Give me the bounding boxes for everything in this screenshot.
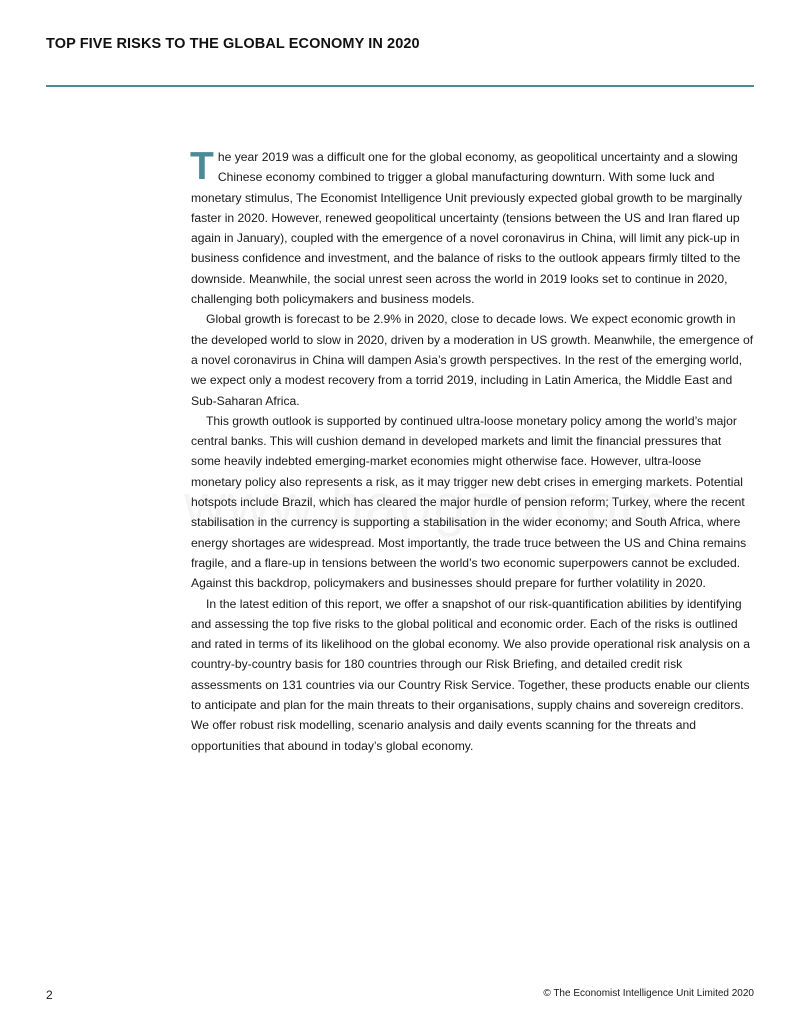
- body-paragraph-1: [191, 147, 754, 309]
- header-divider: [46, 85, 754, 87]
- body-paragraph-1-text: he year 2019 was a difficult one for the global economy, as geopolitical uncertainty and a slowing Chinese economy combined to trigger a global manufacturing downturn. With some luck and monetary stimulus, The Economist Intelligence Unit previously expected global growth to be marginally faster in 2020. However, renewed geopolitical uncertainty (tensions between the US and Iran flared up again in January), coupled with the emergence of a novel coronavirus in China, will limit any pick-up in business confidence and investment, and the balance of risks to the outlook appears firmly tilted to the downside. Meanwhile, the social unrest seen across the world in 2019 looks set to continue in 2020, challenging both policymakers and business models.: [191, 150, 743, 307]
- page-title: TOP FIVE RISKS TO THE GLOBAL ECONOMY IN 2020: [46, 36, 420, 52]
- body-paragraph-3: This growth outlook is supported by continued ultra-loose monetary policy among the world’s major central banks. This will cushion demand in developed markets and limit the financial pressures that some heavily indebted emerging-market economies might otherwise face. However, ultra-loose monetary policy also represents a risk, as it may trigger new debt crises in emerging markets. Potential hotspots include Brazil, which has cleared the major hurdle of pension reform; Turkey, where the recent stabilisation in the currency is supporting a stabilisation in the wider economy; and South Africa, where energy shortages are widespread. Most importantly, the trade truce between the US and China remains fragile, and a flare-up in tensions between the world’s two economic superpowers cannot be excluded. Against this backdrop, policymakers and businesses should prepare for further volatility in 2020.: [191, 413, 747, 591]
- article-body: [191, 147, 754, 756]
- copyright-notice: © The Economist Intelligence Unit Limited 2020: [543, 988, 754, 999]
- drop-cap: T: [190, 145, 214, 188]
- page-number: 2: [46, 988, 53, 1002]
- body-paragraph-4: In the latest edition of this report, we offer a snapshot of our risk-quantification abilities by identifying and assessing the top five risks to the global political and economic order. Each of the risks is outlined and rated in terms of its likelihood on the global economy. We also provide operational risk analysis on a country-by-country basis for 180 countries through our Risk Briefing, and detailed credit risk assessments on 131 countries via our Country Risk Service. Together, these products enable our clients to anticipate and plan for the main threats to their organisations, supply chains and sovereign creditors. We offer robust risk modelling, scenario analysis and daily events scanning for the threats and opportunities that abound in today’s global economy.: [191, 596, 751, 753]
- body-paragraph-2: Global growth is forecast to be 2.9% in 2020, close to decade lows. We expect economic growth in the developed world to slow in 2020, driven by a moderation in US growth. Meanwhile, the emergence of a novel coronavirus in China will dampen Asia’s growth perspectives. In the rest of the emerging world, we expect only a modest recovery from a torrid 2019, including in Latin America, the Middle East and Sub-Saharan Africa.: [191, 312, 754, 408]
